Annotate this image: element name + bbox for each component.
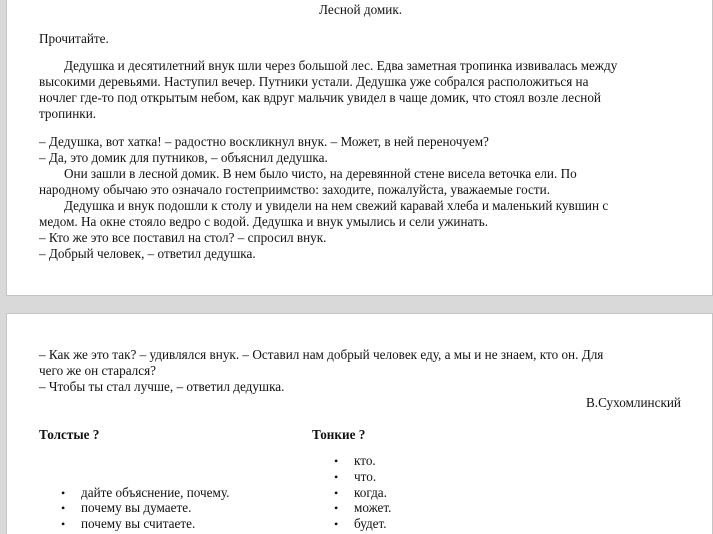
- list-item: почему вы считаете.: [81, 516, 196, 531]
- document-title: Лесной домик.: [318, 2, 403, 17]
- list-item: когда.: [354, 485, 387, 500]
- list-item: будет.: [354, 516, 387, 531]
- paragraph-line: народному обычаю это означало гостеприимство: заходите, пожалуйста, уважаемые гости.: [39, 182, 551, 197]
- paragraph-line: высокими деревьями. Наступил вечер. Путники устали. Дедушка уже собрался расположиться на: [39, 74, 589, 89]
- bullet-icon: •: [334, 517, 339, 531]
- paragraph-line: медом. На окне стояло ведро с водой. Дедушка и внук умылись и сели ужинать.: [39, 214, 489, 229]
- bullet-icon: •: [61, 501, 66, 515]
- dialogue-line: – Как же это так? – удивлялся внук. – Оставил нам добрый человек еду, а мы и не знаем, кто он. Для: [39, 347, 604, 362]
- bullet-icon: •: [334, 454, 339, 468]
- thin-questions-heading: Тонкие ?: [312, 427, 366, 442]
- bullet-icon: •: [334, 470, 339, 484]
- bullet-icon: •: [61, 486, 66, 500]
- dialogue-line: чего же он старался?: [39, 363, 157, 378]
- paragraph-line: Они зашли в лесной домик. В нем было чисто, на деревянной стене висела веточка ели. По: [64, 166, 577, 181]
- dialogue-line: – Кто же это все поставил на стол? – спросил внук.: [39, 230, 327, 245]
- list-item: может.: [354, 500, 392, 515]
- dialogue-line: – Чтобы ты стал лучше, – ответил дедушка.: [39, 379, 285, 394]
- paragraph-line: тропинки.: [39, 106, 97, 121]
- list-item: дайте объяснение, почему.: [81, 485, 230, 500]
- paragraph-line: ночлег где-то под открытым небом, как вдруг мальчик увидел в чаще домик, что стоял возле лесной: [39, 90, 601, 105]
- document-page-1: [6, 0, 713, 296]
- paragraph-line: Дедушка и десятилетний внук шли через большой лес. Едва заметная тропинка извивалась между: [64, 58, 618, 73]
- bullet-icon: •: [334, 501, 339, 515]
- instruction-text: Прочитайте.: [39, 31, 109, 46]
- dialogue-line: – Дедушка, вот хатка! – радостно воскликнул внук. – Может, в ней переночуем?: [39, 134, 489, 149]
- thick-questions-heading: Толстые ?: [39, 427, 100, 442]
- list-item: что.: [354, 469, 377, 484]
- list-item: кто.: [354, 453, 376, 468]
- list-item: почему вы думаете.: [81, 500, 192, 515]
- author-signature: В.Сухомлинский: [585, 395, 681, 410]
- paragraph-line: Дедушка и внук подошли к столу и увидели на нем свежий каравай хлеба и маленький кувшин с: [64, 198, 609, 213]
- document-page-2: [6, 313, 713, 534]
- dialogue-line: – Добрый человек, – ответил дедушка.: [39, 246, 256, 261]
- bullet-icon: •: [61, 517, 66, 531]
- dialogue-line: – Да, это домик для путников, – объяснил дедушка.: [39, 150, 328, 165]
- bullet-icon: •: [334, 486, 339, 500]
